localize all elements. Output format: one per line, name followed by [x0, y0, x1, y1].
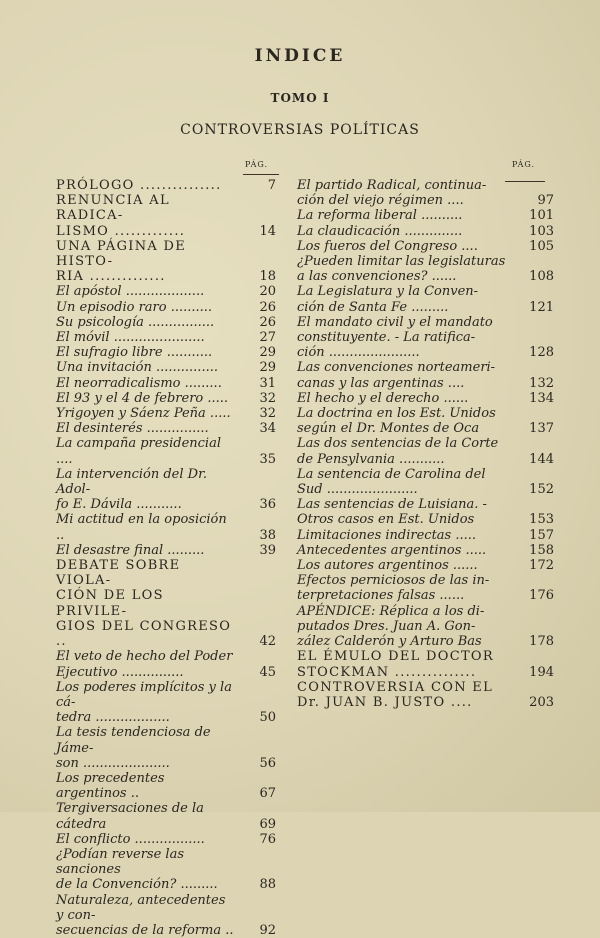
toc-entry-title: CONTROVERSIA CON EL Dr. JUAN B. JUSTO .... [297, 679, 494, 710]
toc-entry-title: Limitaciones indirectas ..... [297, 527, 477, 543]
toc-entry-page: 134 [529, 390, 554, 406]
toc-entry-title: La doctrina en los Est. Unidos según el Dr. Montes de Oca [297, 406, 496, 437]
toc-entry [56, 391, 276, 406]
toc-entry [56, 771, 276, 801]
toc-entry [297, 406, 554, 436]
toc-entry-title: La reforma liberal .......... [297, 208, 463, 224]
toc-entry-page: 101 [529, 208, 554, 224]
toc-entry [56, 680, 276, 726]
toc-entry-title: El conflicto ................. [56, 831, 205, 847]
toc-entry-title: La Legislatura y la Conven- ción de Santa Fe ......... [297, 284, 479, 315]
toc-entry [56, 649, 276, 679]
toc-entry-title: Una invitación ............... [56, 360, 218, 376]
toc-entry-title: La intervención del Dr. Adol- fo E. Dávila ........... [56, 466, 208, 513]
toc-entry-title: Yrigoyen y Sáenz Peña ..... [56, 406, 231, 422]
toc-entry-title: Efectos perniciosos de las in- terpretaciones falsas ...... [297, 573, 490, 604]
toc-entry [56, 376, 276, 391]
toc-entry [297, 315, 554, 361]
toc-entry-page: 39 [259, 542, 276, 558]
toc-entry-page: 194 [529, 664, 554, 680]
toc-entry-title: Un episodio raro .......... [56, 299, 213, 315]
toc-entry [56, 239, 276, 285]
toc-entry-page: 92 [259, 922, 276, 938]
toc-entry [297, 649, 554, 679]
toc-entry [56, 193, 276, 239]
toc-entry-page: 67 [259, 786, 276, 802]
toc-entry-page: 50 [259, 710, 276, 726]
toc-entry [297, 239, 554, 254]
toc-entry [56, 178, 276, 193]
toc-entry-page: 97 [537, 193, 554, 209]
toc-entry-page: 203 [529, 694, 554, 710]
toc-entry [297, 284, 554, 314]
toc-entry-page: 152 [529, 482, 554, 498]
toc-entry-page: 29 [259, 345, 276, 361]
toc-entry [297, 360, 554, 390]
toc-entry-title: Las dos sentencias de la Corte de Pensylvania ........... [297, 436, 499, 467]
toc-entry-title: Antecedentes argentinos ..... [297, 542, 487, 558]
toc-entry-page: 26 [259, 314, 276, 330]
toc-entry [297, 543, 554, 558]
page-column-header-right: PÁG. [512, 160, 536, 169]
toc-entry-page: 38 [259, 527, 276, 543]
toc-entry-title: El neorradicalismo ......... [56, 375, 222, 391]
toc-entry [56, 300, 276, 315]
toc-entry-page: 34 [259, 421, 276, 437]
toc-entry [56, 360, 276, 375]
toc-entry [56, 315, 276, 330]
toc-entry-page: 137 [529, 421, 554, 437]
toc-entry-title: PRÓLOGO ............... [56, 178, 222, 193]
toc-entry-page: 18 [259, 269, 276, 285]
toc-entry-page: 32 [259, 406, 276, 422]
toc-entry [56, 284, 276, 299]
toc-entry-page: 158 [529, 542, 554, 558]
toc-entry [297, 224, 554, 239]
toc-entry-title: DEBATE SOBRE VIOLA- CIÓN DE LOS PRIVILE- GIOS DEL CONGRESO .. [56, 558, 232, 650]
toc-entry-page: 157 [529, 527, 554, 543]
toc-entry-page: 88 [259, 877, 276, 893]
toc-entry-page: 105 [529, 238, 554, 254]
toc-entry-page: 14 [259, 223, 276, 239]
toc-entry [56, 406, 276, 421]
toc-entry-page: 108 [529, 269, 554, 285]
toc-entry-title: Mi actitud en la oposición .. [56, 512, 227, 543]
toc-entry [297, 208, 554, 223]
toc-entry-title: Los precedentes argentinos .. [56, 770, 165, 802]
toc-entry-title: El veto de hecho del Poder Ejecutivo ............... [56, 649, 233, 680]
page-column-header-left: PÁG. [245, 160, 269, 169]
toc-entry-page: 178 [529, 634, 554, 650]
toc-entry-title: ¿Pueden limitar las legislaturas a las convenciones? ...... [297, 254, 506, 285]
toc-entry-title: Naturaleza, antecedentes y con- secuencias de la reforma .. [56, 892, 234, 938]
toc-entry [56, 801, 276, 831]
toc-entry [56, 330, 276, 345]
toc-entry [297, 528, 554, 543]
toc-entry [56, 725, 276, 771]
toc-entry-page: 29 [259, 360, 276, 376]
toc-entry-page: 76 [259, 831, 276, 847]
toc-entry [297, 436, 554, 466]
toc-column-left [56, 178, 276, 938]
toc-column-right [297, 178, 554, 710]
toc-entry-title: EL ÉMULO DEL DOCTOR STOCKMAN ............... [297, 649, 494, 680]
toc-entry-page: 176 [529, 588, 554, 604]
toc-entry [56, 512, 276, 542]
toc-entry [297, 680, 554, 710]
toc-entry-title: Los poderes implícitos y la cá- tedra .................. [56, 679, 232, 726]
toc-entry-page: 45 [259, 664, 276, 680]
toc-entry-title: El hecho y el derecho ...... [297, 390, 469, 406]
toc-entry-page: 172 [529, 558, 554, 574]
toc-entry [297, 604, 554, 650]
toc-entry [56, 436, 276, 466]
toc-entry [56, 421, 276, 436]
toc-entry-title: La claudicación .............. [297, 223, 463, 239]
page-header-rule-left [243, 174, 279, 175]
toc-entry-title: Los fueros del Congreso .... [297, 238, 478, 254]
toc-entry-title: APÉNDICE: Réplica a los di- putados Dres. Juan A. Gon- zález Calderón y Arturo Bas [297, 603, 485, 650]
toc-entry-title: Las sentencias de Luisiana. - Otros casos en Est. Unidos [297, 497, 487, 528]
toc-entry-page: 144 [529, 451, 554, 467]
toc-entry-page: 7 [267, 178, 276, 193]
toc-entry-title: La tesis tendenciosa de Jáme- son ..................... [56, 725, 211, 771]
toc-entry-title: Las convenciones norteameri- canas y las argentinas .... [297, 360, 496, 391]
toc-entry-title: El mandato civil y el mandato constituyente. - La ratifica- ción ...................... [297, 314, 493, 361]
toc-entry [56, 467, 276, 513]
toc-entry [56, 345, 276, 360]
toc-entry-page: 20 [259, 284, 276, 300]
toc-entry [56, 543, 276, 558]
toc-entry [297, 467, 554, 497]
toc-entry-title: El 93 y el 4 de febrero ..... [56, 390, 229, 406]
volume-label: TOMO I [270, 91, 330, 105]
toc-entry-page: 128 [529, 345, 554, 361]
toc-entry-title: UNA PÁGINA DE HISTO- RIA .............. [56, 238, 187, 285]
toc-entry-title: El desastre final ......... [56, 542, 205, 558]
toc-entry-title: El móvil ...................... [56, 330, 205, 346]
toc-entry-title: El sufragio libre ........... [56, 345, 213, 361]
toc-entry [297, 178, 554, 208]
section-title: CONTROVERSIAS POLÍTICAS [180, 122, 420, 138]
toc-entry-title: El partido Radical, continua- ción del viejo régimen .... [297, 178, 487, 209]
toc-entry-title: ¿Podían reverse las sanciones de la Convención? ......... [56, 846, 218, 893]
toc-entry [297, 573, 554, 603]
toc-entry [56, 847, 276, 893]
toc-entry-page: 153 [529, 512, 554, 528]
toc-entry-title: Los autores argentinos ...... [297, 558, 478, 574]
toc-entry-page: 103 [529, 223, 554, 239]
toc-entry-page: 56 [259, 755, 276, 771]
toc-entry [56, 832, 276, 847]
toc-entry-page: 26 [259, 299, 276, 315]
toc-entry-page: 42 [259, 634, 276, 650]
toc-entry [297, 497, 554, 527]
toc-entry-page: 31 [259, 375, 276, 391]
toc-entry [297, 558, 554, 573]
toc-entry-page: 32 [259, 390, 276, 406]
toc-entry-title: Tergiversaciones de la cátedra [56, 801, 204, 832]
toc-entry-page: 69 [259, 816, 276, 832]
toc-entry-title: Su psicología ................ [56, 314, 215, 330]
toc-entry [297, 254, 554, 284]
toc-entry-page: 35 [259, 451, 276, 467]
toc-entry-page: 27 [259, 330, 276, 346]
toc-entry-page: 121 [529, 299, 554, 315]
toc-entry-page: 132 [529, 375, 554, 391]
toc-entry-page: 36 [259, 497, 276, 513]
toc-entry [56, 893, 276, 938]
index-title: INDICE [254, 46, 346, 66]
toc-entry-title: RENUNCIA AL RADICA- LISMO ............. [56, 193, 186, 239]
toc-entry-title: El apóstol ................... [56, 284, 205, 300]
toc-entry [56, 558, 276, 649]
toc-entry-title: La campaña presidencial .... [56, 436, 221, 467]
toc-entry [297, 391, 554, 406]
toc-entry-title: La sentencia de Carolina del Sud ...................... [297, 466, 486, 498]
toc-entry-title: El desinterés ............... [56, 421, 209, 437]
